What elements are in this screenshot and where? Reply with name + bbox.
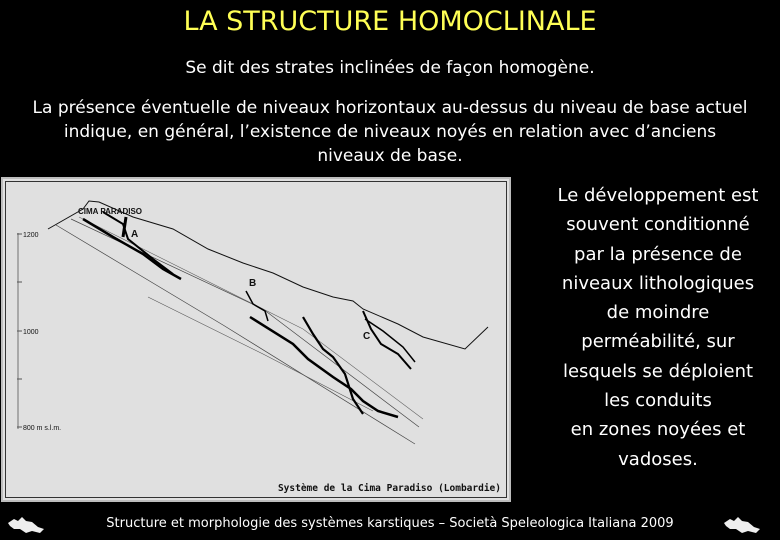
peak-label: CIMA PARADISO — [78, 207, 142, 216]
cave-profile-diagram — [3, 179, 509, 500]
side-line: vadoses. — [618, 448, 698, 470]
cave-profile-figure — [1, 177, 511, 502]
figure-caption: Système de la Cima Paradiso (Lombardie) — [277, 483, 501, 494]
side-line: les conduits — [604, 390, 712, 412]
point-label-a: A — [131, 229, 139, 240]
point-label-b: B — [249, 278, 257, 289]
axis-tick-800: 800 m s.l.m. — [23, 425, 62, 432]
side-line: niveaux lithologiques — [561, 272, 755, 294]
point-label-c: C — [363, 331, 371, 342]
side-line: perméabilité, sur — [581, 331, 735, 353]
side-line: souvent conditionné — [566, 214, 750, 236]
side-text — [538, 181, 778, 474]
footer-credit: Structure et morphologie des systèmes karstiques – Società Speleologica Italiana 2009 — [106, 516, 674, 531]
side-line: de moindre — [606, 302, 710, 324]
side-line: lesquels se déploient — [562, 360, 754, 382]
slide-subtitle: Se dit des strates inclinées de façon homogène. — [185, 58, 595, 78]
intro-paragraph: La présence éventuelle de niveaux horizontaux au-dessus du niveau de base actuel indique, en général, l’existence de niveaux noyés en relation avec d’anciens niveaux de base. — [32, 98, 748, 166]
side-line: Le développement est — [557, 185, 759, 206]
slide-title: LA STRUCTURE HOMOCLINALE — [183, 6, 597, 37]
side-line: par la présence de — [574, 243, 742, 265]
speleology-logo-icon — [722, 513, 762, 535]
axis-tick-1200: 1200 — [23, 232, 39, 239]
side-line: en zones noyées et — [570, 419, 746, 441]
axis-tick-1000: 1000 — [23, 329, 39, 336]
